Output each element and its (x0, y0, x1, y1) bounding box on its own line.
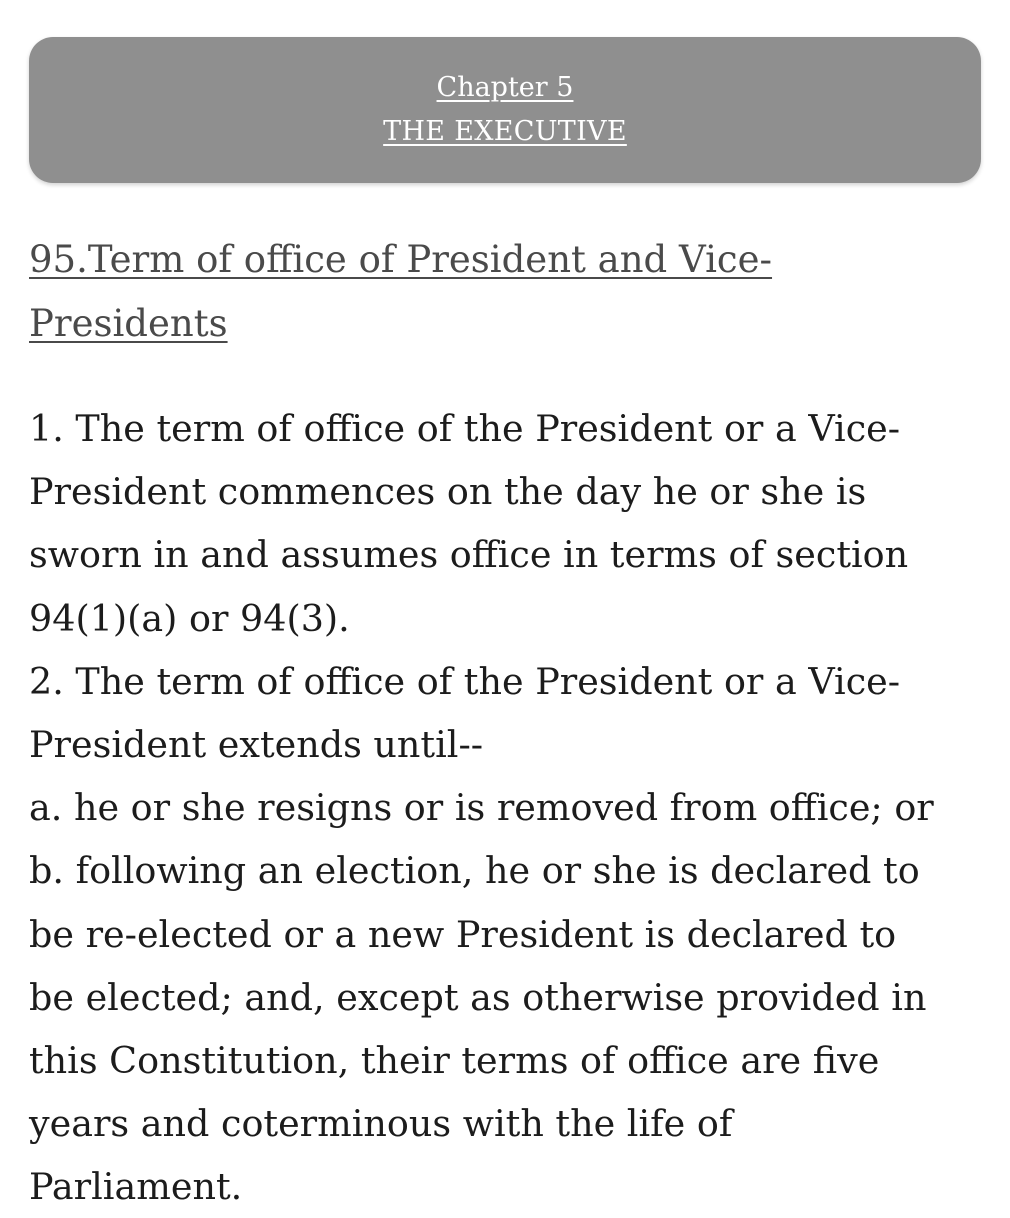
chapter-banner (29, 37, 981, 183)
body-line: be elected; and, except as otherwise provided in (29, 975, 927, 1019)
section-body (29, 397, 994, 1218)
body-line: this Constitution, their terms of office are five (29, 1038, 880, 1082)
body-line: 94(1)(a) or 94(3). (29, 596, 350, 640)
body-line: Parliament. (29, 1165, 243, 1209)
body-line: President commences on the day he or she is (29, 470, 867, 514)
body-line: 2. The term of office of the President or a Vice- (29, 659, 901, 703)
chapter-number-link[interactable]: Chapter 5 (436, 72, 574, 103)
body-line: be re-elected or a new President is declared to (29, 912, 897, 956)
body-line: President extends until-- (29, 722, 484, 766)
body-line: years and coterminous with the life of (29, 1102, 733, 1146)
body-line: sworn in and assumes office in terms of section (29, 533, 909, 577)
body-line: 1. The term of office of the President or a Vice- (29, 407, 901, 450)
body-line: b. following an election, he or she is declared to (29, 849, 920, 893)
chapter-title-link[interactable]: THE EXECUTIVE (383, 116, 627, 147)
body-line: a. he or she resigns or is removed from office; or (29, 786, 934, 830)
section-heading[interactable]: 95.Term of office of President and Vice-Presidents (29, 238, 773, 345)
